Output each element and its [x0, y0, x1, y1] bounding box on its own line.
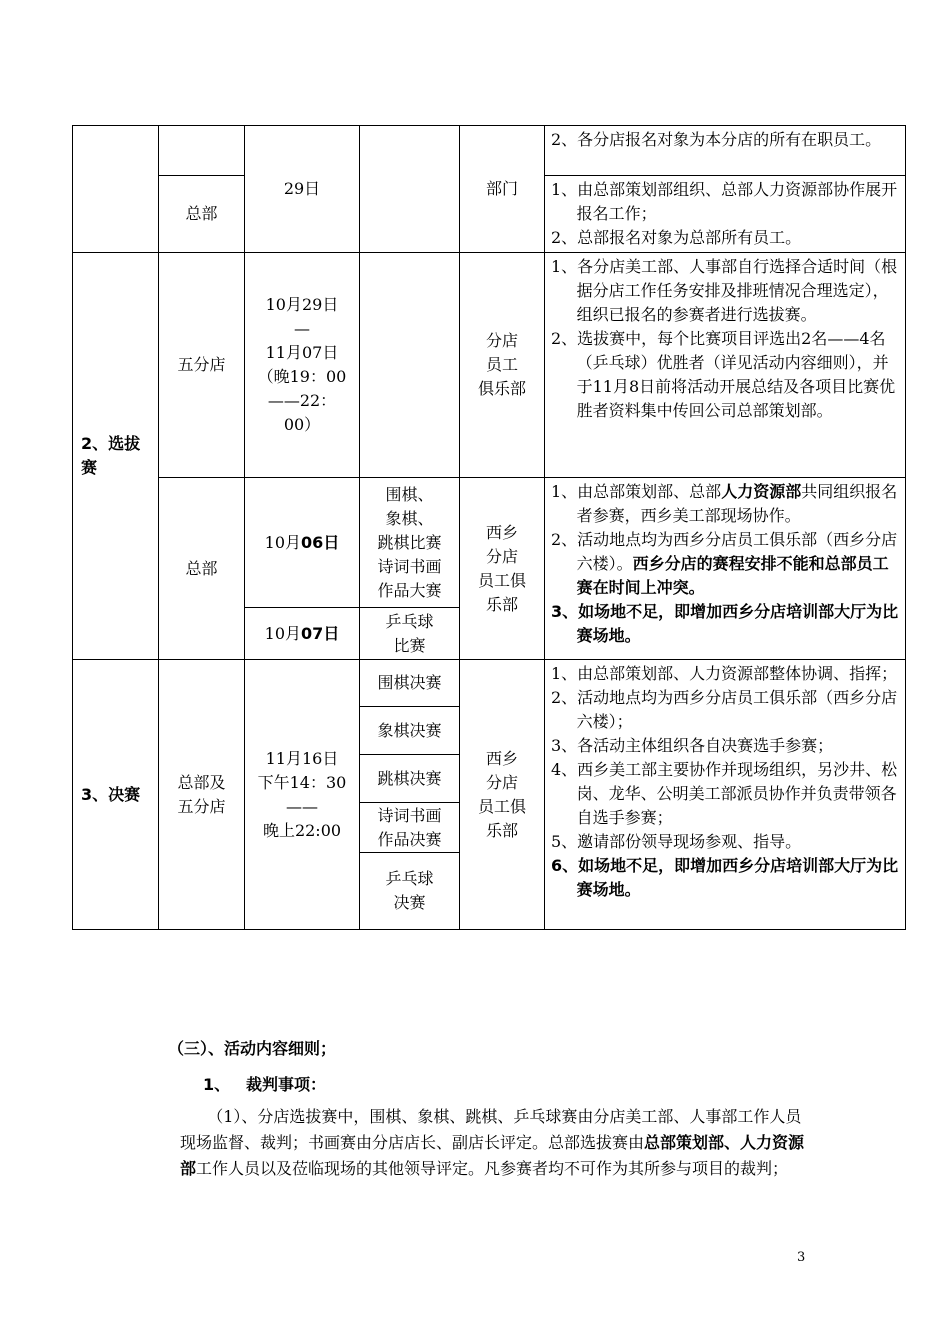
date-line: 晚上22:00 — [262, 820, 342, 840]
row1-date: 29日 — [245, 126, 360, 253]
date-line: 下午14：30 — [257, 772, 347, 792]
row3-org — [460, 660, 545, 930]
org-line: 员工 — [485, 355, 518, 374]
para-bold: 总部策划部、人力资源部 — [180, 1133, 805, 1178]
stage-final: 3、决赛 — [73, 660, 159, 930]
org-line: 乐部 — [485, 820, 518, 840]
desc-item: 5、邀请部份领导现场参观、指导。 — [551, 832, 802, 851]
event-line: 诗词书画 — [377, 805, 442, 825]
desc-item: 2、各分店报名对象为本分店的所有在职员工。 — [551, 130, 882, 149]
date-line: ——22： — [267, 391, 337, 410]
row2-event-b1 — [360, 478, 460, 608]
event-line: 决赛 — [393, 893, 426, 912]
desc-text: 共同组织报名者参赛，西乡美工部现场协作。 — [576, 482, 898, 525]
event-line: 诗词书画 — [377, 556, 442, 576]
row2-desc-b — [545, 478, 906, 660]
org-line: 员工俱 — [477, 570, 526, 590]
row2-desc-a — [545, 253, 906, 478]
date-line: 11月07日 — [265, 343, 339, 362]
org-line: 分店 — [485, 772, 518, 792]
event-line: 作品决赛 — [377, 829, 442, 849]
section-heading: （三）、活动内容细则； — [168, 1039, 337, 1058]
final-event-pingpong — [360, 853, 460, 930]
desc-item: 1、由总部策划部、人力资源部整体协调、指挥； — [551, 664, 898, 683]
row3-sub — [159, 660, 245, 930]
row1-event — [360, 126, 460, 253]
row1-sub-a — [159, 126, 245, 176]
final-event-chess: 象棋决赛 — [360, 707, 460, 755]
row3-1 — [73, 660, 906, 707]
date-line: — — [294, 319, 310, 338]
row2-date-b1 — [245, 478, 360, 608]
event-line: 象棋、 — [385, 508, 434, 528]
row2-sub-b: 总部 — [159, 478, 245, 660]
date-line: 11月16日 — [265, 748, 339, 768]
date-day: 07日 — [301, 623, 340, 643]
row2-sub-a: 五分店 — [159, 253, 245, 478]
row2-event-b2 — [360, 608, 460, 660]
row2-b1 — [73, 478, 906, 608]
org-line: 分店 — [485, 331, 518, 350]
schedule-table — [72, 125, 906, 930]
event-line: 围棋、 — [385, 484, 434, 504]
sub-line: 总部及 — [177, 772, 226, 792]
desc-bold: 西乡分店的赛程安排不能和总部员工赛在时间上冲突。 — [576, 554, 889, 597]
page-number: 3 — [797, 1250, 806, 1265]
desc-item: 1、各分店美工部、人事部自行选择合适时间（根据分店工作任务安排及排班情况合理选定），组织已报名的参赛者进行选拔赛。 — [551, 257, 898, 324]
desc-text: 1、由总部策划部、总部 — [551, 482, 722, 501]
date-line: —— — [286, 796, 318, 816]
org-line: 俱乐部 — [477, 379, 526, 398]
desc-item: 3、如场地不足，即增加西乡分店培训部大厅为比赛场地。 — [551, 602, 899, 645]
org-line: 员工俱 — [477, 796, 526, 816]
desc-item: 3、各活动主体组织各自决赛选手参赛； — [551, 736, 834, 755]
date-line: （晚19：00 — [257, 367, 347, 386]
row2-org-a — [460, 253, 545, 478]
org-line: 西乡 — [485, 522, 518, 542]
event-line: 跳棋比赛 — [377, 532, 442, 552]
row1-desc-a — [545, 126, 906, 176]
final-event-calligraphy — [360, 803, 460, 853]
body-paragraph — [180, 1104, 816, 1182]
org-line: 分店 — [485, 546, 518, 566]
date-line: 00） — [283, 415, 321, 434]
row1-a — [73, 126, 906, 176]
desc-item: 2、选拔赛中，每个比赛项目评选出2名——4名（乒乓球）优胜者（详见活动内容细则），并于11月8日前将活动开展总结及各项目比赛优胜者资料集中传回公司总部策划部。 — [551, 329, 896, 420]
row2-date-a — [245, 253, 360, 478]
date-prefix: 10月 — [264, 623, 302, 643]
desc-text: 2、活动地点均为西乡分店员工俱乐部（西乡分店六楼）。 — [551, 530, 898, 573]
org-line: 西乡 — [485, 748, 518, 768]
date-line: 10月29日 — [265, 295, 339, 314]
final-event-go: 围棋决赛 — [360, 660, 460, 707]
stage-selection: 2、选拔赛 — [73, 253, 159, 660]
row1-sub-b: 总部 — [159, 176, 245, 253]
sub-line: 五分店 — [177, 796, 226, 816]
row1-desc-b — [545, 176, 906, 253]
desc-item — [551, 480, 899, 528]
desc-item — [551, 528, 899, 600]
event-line: 乒乓球 — [385, 611, 434, 631]
date-day: 06日 — [301, 532, 340, 552]
desc-bold: 人力资源部 — [721, 482, 802, 501]
event-line: 乒乓球 — [385, 869, 434, 888]
row2-a — [73, 253, 906, 478]
subsection-heading — [203, 1072, 326, 1095]
event-line: 作品大赛 — [377, 580, 442, 600]
desc-item: 4、西乡美工部主要协作并现场组织，另沙井、松岗、龙华、公明美工部派员协作并负责带领各自选手参赛； — [551, 760, 898, 827]
subsection-title: 裁判事项： — [246, 1075, 327, 1094]
org-line: 乐部 — [485, 594, 518, 614]
desc-item: 2、活动地点均为西乡分店员工俱乐部（西乡分店六楼）； — [551, 688, 898, 731]
date-prefix: 10月 — [264, 532, 302, 552]
row2-org-b — [460, 478, 545, 660]
row1-org: 部门 — [460, 126, 545, 253]
desc-item: 2、总部报名对象为总部所有员工。 — [551, 228, 802, 247]
desc-item: 1、由总部策划部组织、总部人力资源部协作展开报名工作； — [551, 180, 898, 223]
final-event-checkers: 跳棋决赛 — [360, 755, 460, 803]
subsection-number: 1、 — [203, 1075, 231, 1094]
para-text: 工作人员以及莅临现场的其他领导评定。凡参赛者均不可作为其所参与项目的裁判； — [196, 1159, 789, 1178]
row3-desc — [545, 660, 906, 930]
row1-stage-cell — [73, 126, 159, 253]
row3-date — [245, 660, 360, 930]
row2-date-b2 — [245, 608, 360, 660]
para-text: （1）、分店选拔赛中，围棋、象棋、跳棋、乒乓球赛由分店美工部、人事部工作人员现场监督、裁判；书画赛由分店店长、副店长评定。总部选拔赛由 — [180, 1107, 802, 1152]
row2-event-a — [360, 253, 460, 478]
event-line: 比赛 — [393, 635, 426, 655]
desc-item: 6、如场地不足，即增加西乡分店培训部大厅为比赛场地。 — [551, 856, 899, 899]
